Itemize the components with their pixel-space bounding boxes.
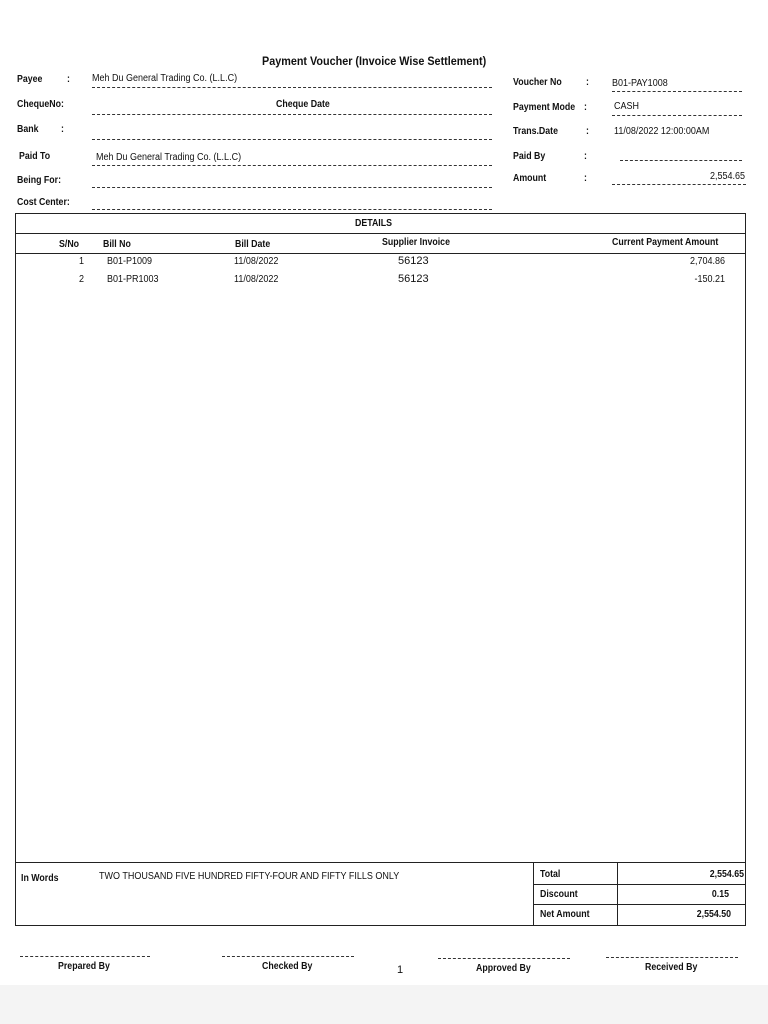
row-2-bill-no: B01-PR1003	[107, 274, 159, 285]
col-bill-date: Bill Date	[235, 239, 271, 250]
payment-mode-colon: :	[584, 102, 587, 113]
received-by-line	[606, 957, 738, 958]
received-by-label: Received By	[645, 962, 698, 973]
row-2-supplier-invoice: 56123	[398, 273, 429, 285]
checked-by-line	[222, 956, 354, 957]
details-box	[15, 213, 746, 926]
amount-colon: :	[584, 173, 587, 184]
paid-by-colon: :	[584, 151, 587, 162]
summary-row-divider-2	[533, 904, 746, 905]
col-sno: S/No	[59, 239, 80, 250]
row-1-sno: 1	[78, 256, 84, 267]
in-words-label: In Words	[21, 873, 59, 884]
in-words-value: TWO THOUSAND FIVE HUNDRED FIFTY-FOUR AND FIFTY FILLS ONLY	[99, 871, 400, 882]
voucher-no-colon: :	[586, 77, 589, 88]
payee-label: Payee	[17, 74, 43, 85]
discount-label: Discount	[540, 889, 578, 900]
approved-by-line	[438, 958, 570, 959]
col-current-payment: Current Payment Amount	[612, 237, 719, 248]
col-bill-no: Bill No	[103, 239, 131, 250]
page-title: Payment Voucher (Invoice Wise Settlement)	[262, 54, 487, 68]
payee-value: Meh Du General Trading Co. (L.L.C)	[92, 73, 238, 84]
summary-value-divider	[617, 862, 618, 926]
row-1-bill-date: 11/08/2022	[234, 256, 279, 267]
bank-colon: :	[61, 124, 64, 135]
details-title: DETAILS	[355, 218, 393, 229]
bank-label: Bank	[17, 124, 39, 135]
payee-colon: :	[67, 74, 70, 85]
approved-by-label: Approved By	[476, 963, 531, 974]
total-label: Total	[540, 869, 561, 880]
cheque-no-label: ChequeNo:	[17, 99, 64, 110]
cheque-date-label: Cheque Date	[276, 99, 330, 110]
page-number: 1	[397, 964, 404, 976]
summary-top-divider	[15, 862, 746, 863]
net-amount-label: Net Amount	[540, 909, 590, 920]
payment-mode-label: Payment Mode	[513, 102, 576, 113]
trans-date-colon: :	[586, 126, 589, 137]
paid-by-label: Paid By	[513, 151, 546, 162]
row-2-bill-date: 11/08/2022	[234, 274, 279, 285]
bank-underline	[92, 139, 492, 140]
checked-by-label: Checked By	[262, 961, 313, 972]
payment-mode-underline	[612, 115, 742, 116]
header-divider	[15, 253, 746, 254]
row-2-amount: -150.21	[694, 274, 725, 285]
being-for-label: Being For:	[17, 175, 61, 186]
total-value: 2,554.65	[709, 869, 744, 880]
summary-row-divider-1	[533, 884, 746, 885]
cost-center-underline	[92, 209, 492, 210]
net-amount-value: 2,554.50	[696, 909, 731, 920]
paid-to-underline	[92, 165, 492, 166]
voucher-no-value: B01-PAY1008	[612, 78, 668, 89]
paid-by-underline	[620, 160, 742, 161]
amount-value: 2,554.65	[709, 171, 745, 182]
row-1-bill-no: B01-P1009	[107, 256, 153, 267]
voucher-no-underline	[612, 91, 742, 92]
row-1-supplier-invoice: 56123	[398, 255, 429, 267]
cheque-underline	[92, 114, 492, 115]
voucher-no-label: Voucher No	[513, 77, 562, 88]
row-2-sno: 2	[78, 274, 84, 285]
paid-to-label: Paid To	[19, 151, 51, 162]
trans-date-label: Trans.Date	[513, 126, 559, 137]
paid-to-value: Meh Du General Trading Co. (L.L.C)	[96, 152, 242, 163]
page-footer-shade	[0, 985, 768, 1024]
cost-center-label: Cost Center:	[17, 197, 70, 208]
trans-date-value: 11/08/2022 12:00:00AM	[614, 126, 710, 137]
payment-mode-value: CASH	[614, 101, 640, 112]
details-title-divider	[15, 233, 746, 234]
being-for-underline	[92, 187, 492, 188]
amount-underline	[612, 184, 746, 185]
prepared-by-line	[20, 956, 150, 957]
discount-value: 0.15	[711, 889, 729, 900]
payee-underline	[92, 87, 492, 88]
summary-label-divider	[533, 862, 534, 926]
col-supplier-invoice: Supplier Invoice	[382, 237, 450, 248]
row-1-amount: 2,704.86	[689, 256, 725, 267]
prepared-by-label: Prepared By	[58, 961, 110, 972]
amount-label: Amount	[513, 173, 547, 184]
